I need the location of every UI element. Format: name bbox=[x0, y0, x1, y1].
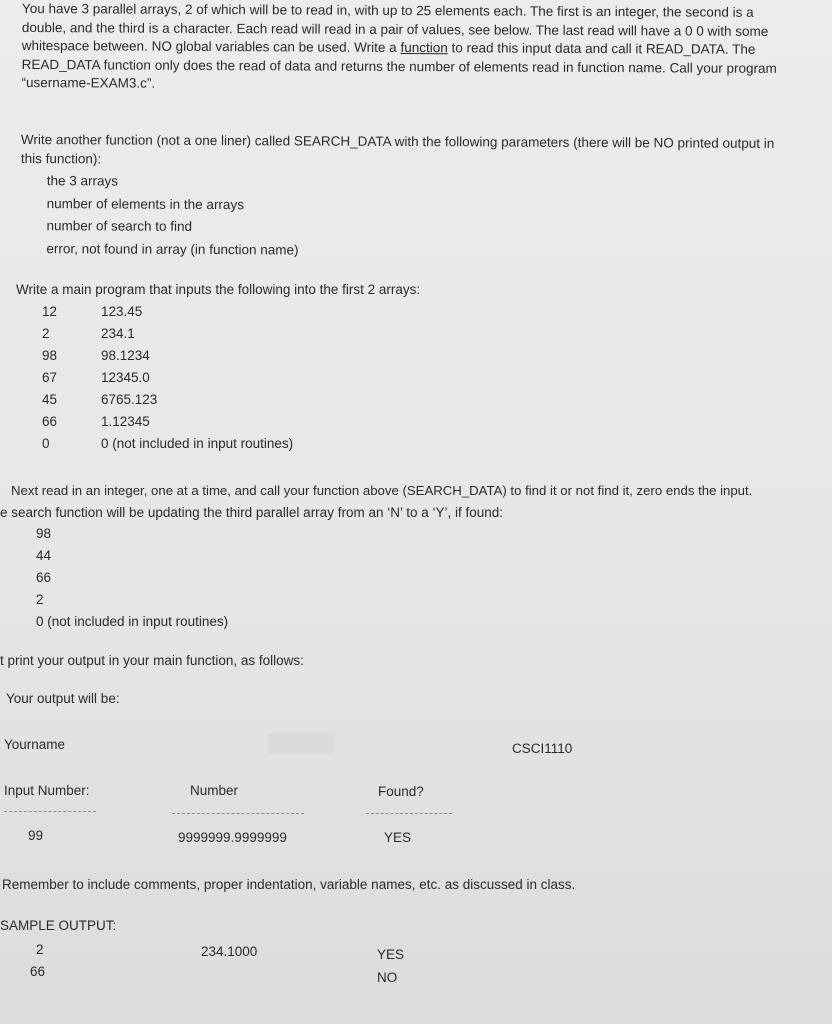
search-line-1: Write another function (not a one liner) called SEARCH_DATA with the following parameters (there will be NO printed output in bbox=[20, 131, 775, 151]
intro-paragraph bbox=[22, 0, 822, 97]
search-value: 2 bbox=[36, 592, 44, 607]
double-value: 12345.0 bbox=[101, 370, 150, 385]
intro-line-2: double, and the third is a character. Each read will read in a pair of values, see below. The last read will have a 0 0 with some bbox=[21, 19, 769, 39]
divider bbox=[172, 813, 304, 814]
int-value: 45 bbox=[42, 392, 58, 407]
function-underlined: function bbox=[400, 39, 448, 56]
parameter-item: the 3 arrays bbox=[46, 173, 119, 189]
next-read-line-2: e search function will be updating the third parallel array from an ‘N’ to a ‘Y’, if found: bbox=[0, 505, 504, 520]
parameter-list bbox=[20, 170, 820, 264]
int-value: 12 bbox=[42, 304, 58, 319]
sample-output-heading: SAMPLE OUTPUT: bbox=[0, 918, 117, 933]
col-number: Number bbox=[190, 783, 239, 798]
divider bbox=[366, 813, 452, 814]
sample-found: NO bbox=[377, 970, 398, 985]
double-value: 0 (not included in input routines) bbox=[101, 436, 294, 451]
search-value: 0 (not included in input routines) bbox=[36, 614, 229, 629]
sample-number: 234.1000 bbox=[201, 944, 258, 959]
search-value: 44 bbox=[36, 548, 52, 563]
double-value: 98.1234 bbox=[101, 348, 150, 363]
int-value: 66 bbox=[42, 414, 58, 429]
int-value: 67 bbox=[42, 370, 58, 385]
yourname-label: Yourname bbox=[4, 737, 66, 752]
double-value: 6765.123 bbox=[101, 392, 158, 407]
course-label: CSCI1110 bbox=[512, 741, 573, 756]
col-input-number: Input Number: bbox=[4, 783, 90, 798]
double-value: 1.12345 bbox=[101, 414, 150, 429]
intro-line-3: whitespace between. NO global variables can be used. Write a function to read this input data and call it READ_DATA. The bbox=[21, 37, 756, 57]
int-value: 0 bbox=[42, 436, 50, 451]
intro-line-5: “username-EXAM3.c”. bbox=[21, 74, 156, 91]
sample-input: 2 bbox=[36, 942, 44, 957]
output-heading: Your output will be: bbox=[6, 691, 120, 706]
parameter-item: number of search to find bbox=[46, 218, 193, 234]
double-value: 123.45 bbox=[101, 304, 143, 319]
search-line-2: this function): bbox=[20, 150, 102, 166]
example-number: 9999999.9999999 bbox=[178, 830, 287, 845]
double-value: 234.1 bbox=[101, 326, 135, 341]
main-program-heading: Write a main program that inputs the following into the first 2 arrays: bbox=[16, 282, 421, 297]
search-value: 98 bbox=[36, 526, 52, 541]
intro-line-1: You have 3 parallel arrays, 2 of which will be to read in, with up to 25 elements each. The first is an integer, the second is a bbox=[21, 0, 754, 20]
example-input: 99 bbox=[28, 828, 44, 843]
parameter-item: number of elements in the arrays bbox=[46, 195, 245, 212]
divider bbox=[4, 811, 96, 812]
sample-input: 66 bbox=[30, 964, 46, 979]
example-found: YES bbox=[384, 830, 412, 845]
reminder-text: Remember to include comments, proper indentation, variable names, etc. as discussed in class. bbox=[2, 877, 576, 892]
sample-found: YES bbox=[377, 947, 405, 962]
smudge-mark bbox=[268, 733, 334, 753]
search-value: 66 bbox=[36, 570, 52, 585]
col-found: Found? bbox=[378, 784, 424, 799]
intro-line-4: READ_DATA function only does the read of data and returns the number of elements read in function name. Call your program bbox=[21, 56, 777, 76]
search-function-paragraph bbox=[20, 131, 821, 264]
int-value: 98 bbox=[42, 348, 58, 363]
next-read-line-1: Next read in an integer, one at a time, and call your function above (SEARCH_DATA) to find it or not find it, zero ends the input. bbox=[11, 483, 753, 498]
parameter-item: error, not found in array (in function name) bbox=[46, 240, 299, 257]
print-output-line: t print your output in your main function, as follows: bbox=[0, 653, 304, 668]
int-value: 2 bbox=[42, 326, 50, 341]
